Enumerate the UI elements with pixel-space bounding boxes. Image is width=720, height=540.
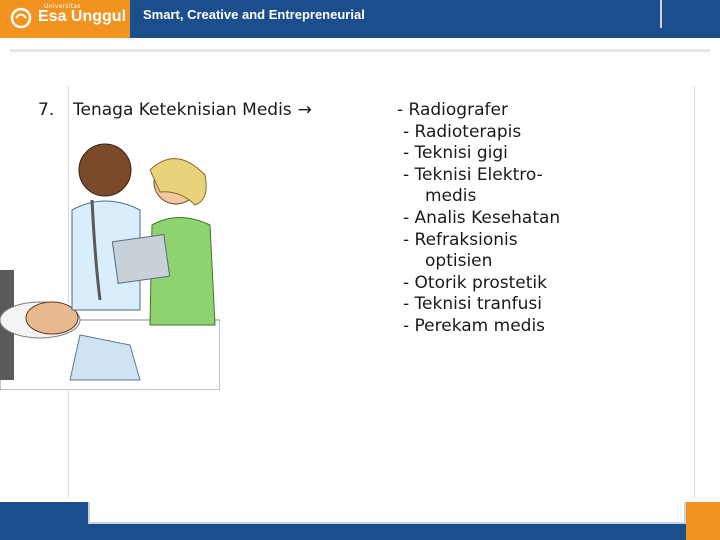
list-item-text: - Radiografer — [397, 100, 508, 120]
logo — [0, 0, 130, 38]
list-item-text: - Analis Kesehatan — [403, 207, 561, 228]
list-item-text: - Otorik prostetik — [403, 272, 547, 293]
list-item — [403, 208, 560, 230]
list-item — [403, 122, 560, 144]
list-item — [397, 100, 560, 122]
heading-text: Tenaga Keteknisian Medis — [73, 100, 292, 120]
list-item-continuation: medis — [425, 186, 477, 207]
list-item-text: - Teknisi tranfusi — [403, 294, 543, 315]
list-item-text: - Teknisi gigi — [403, 143, 508, 164]
top-divider — [10, 49, 710, 52]
list-item-text: - Teknisi Elektro- — [403, 164, 543, 185]
list-item — [403, 273, 560, 295]
logo-name: Esa Unggul — [38, 8, 127, 25]
list-item-text: - Refraksionis — [403, 229, 518, 250]
footer-frame — [88, 502, 686, 524]
list-item — [403, 294, 560, 316]
list-item-text: - Radioterapis — [403, 121, 522, 142]
list-item — [403, 143, 560, 165]
slide-heading — [38, 100, 312, 120]
list-item-continuation: optisien — [425, 251, 493, 272]
logo-swirl-icon — [10, 7, 32, 29]
list-item-text: - Perekam medis — [403, 315, 546, 336]
tagline: Smart, Creative and Entrepreneurial — [143, 7, 365, 22]
list-item — [403, 230, 560, 273]
list-item — [403, 316, 560, 338]
arrow-right-icon: → — [297, 100, 312, 120]
heading-number: 7. — [38, 100, 55, 120]
occupation-list — [397, 100, 560, 338]
medical-staff-illustration — [0, 130, 220, 390]
list-item — [403, 165, 560, 208]
logo-small-text: Universitas — [44, 3, 81, 10]
footer-accent — [686, 502, 720, 540]
